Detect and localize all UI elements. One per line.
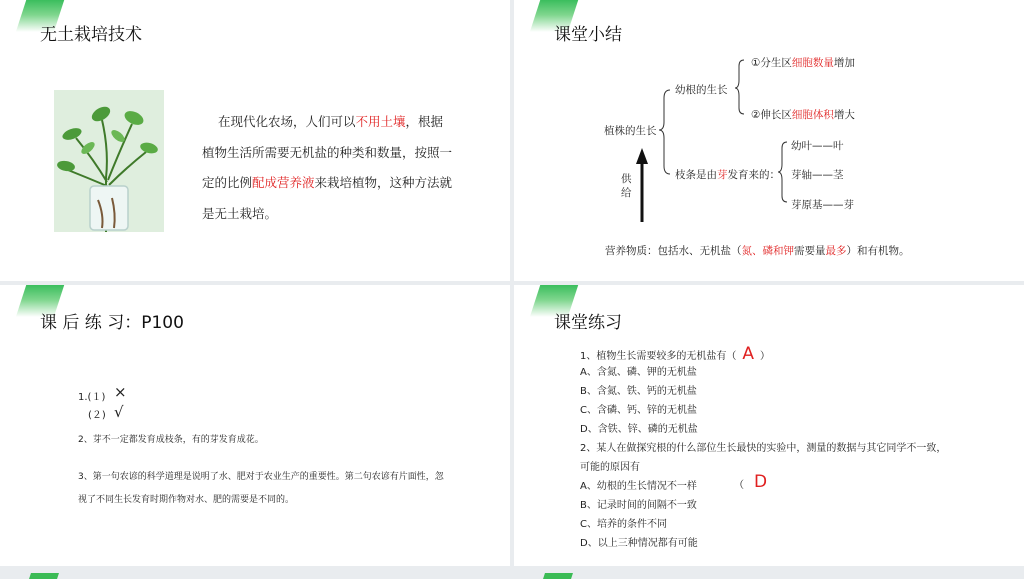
- q2-option-d: D、以上三种情况都有可能: [580, 538, 698, 549]
- paragraph-line-2: 植物生活所需要无机盐的种类和数量，按照一: [202, 145, 453, 160]
- q1-part1-label: 1.(１): [78, 392, 106, 403]
- text-segment: ）和有机物。: [846, 245, 910, 257]
- slide-exercise[interactable]: [514, 285, 1024, 566]
- q2-option-a: A、幼根的生长情况不一样: [580, 481, 697, 492]
- q1-option-a: A、含氮、磷、钾的无机盐: [580, 367, 697, 378]
- highlight-npk: 氮、磷和钾: [741, 245, 794, 257]
- q2-paren: （: [734, 480, 744, 491]
- answer-d: D: [754, 472, 768, 492]
- text-segment: 在现代化农场，人们可以: [218, 114, 356, 129]
- wrong-mark-icon: ×: [114, 383, 127, 401]
- question-text: 1、植物生长需要较多的无机盐有（: [580, 351, 737, 362]
- answer-a: A: [742, 344, 755, 364]
- text-segment: 定的比例: [202, 175, 253, 190]
- slide-hydroponics[interactable]: [0, 0, 510, 281]
- question-2-line-2: 可能的原因有: [580, 462, 640, 473]
- text-segment: 营养物质：包括水、无机盐（: [605, 245, 742, 257]
- question-2-line-1: 2、某人在做探究根的什么部位生长最快的实验中，测量的数据与其它同学不一致，: [580, 443, 947, 454]
- bud-part-stem: 芽轴——茎: [791, 169, 844, 181]
- highlight-no-soil: 不用土壤: [355, 114, 406, 129]
- bud-part-leaf: 幼叶——叶: [791, 140, 844, 152]
- question-text: ）: [760, 351, 771, 362]
- q2-option-b: B、记录时间的间隔不一致: [580, 500, 697, 511]
- text-segment: 增大: [833, 109, 855, 121]
- slide-homework[interactable]: [0, 285, 510, 566]
- q2-option-c: C、培养的条件不同: [580, 519, 667, 530]
- q3-answer-line-2: 视了不同生长发育时期作物对水、肥的需要是不同的。: [78, 495, 295, 505]
- slide-title: 课 后 练 习：P100: [40, 313, 184, 333]
- highlight-most: 最多: [825, 245, 847, 257]
- root-label: 植株的生长: [604, 125, 657, 137]
- paragraph-line-4: 是无土栽培。: [202, 206, 278, 221]
- q1-option-c: C、含磷、钙、锌的无机盐: [580, 405, 697, 416]
- slide-title: 课堂练习: [554, 313, 622, 333]
- summary-brackets: [514, 0, 1024, 281]
- q3-answer-line-1: 3、第一句农谚的科学道理是说明了水、肥对于农业生产的重要性。第二句农谚有片面性，忽: [78, 472, 444, 482]
- next-slide-decoration: [543, 573, 573, 579]
- branch-root-growth: 幼根的生长: [675, 84, 728, 96]
- meristem-zone-text: [751, 55, 855, 70]
- text-segment: 增加: [833, 57, 855, 69]
- text-segment: 枝条是由: [675, 169, 717, 181]
- q1-option-d: D、含铁、锌、磷的无机盐: [580, 424, 698, 435]
- bud-part-bud: 芽原基——芽: [791, 199, 854, 211]
- next-slide-decoration: [29, 573, 59, 579]
- text-segment: ②伸长区: [751, 109, 792, 121]
- highlight-nutrient-solution: 配成营养液: [252, 175, 315, 190]
- q1-option-b: B、含氮、铁、钙的无机盐: [580, 386, 697, 397]
- paragraph-line-3: [202, 173, 452, 191]
- text-segment: 需要量: [794, 245, 826, 257]
- text-segment: 来栽培植物，这种方法就: [314, 175, 453, 190]
- q2-answer: 2、芽不一定都发育成枝条，有的芽发育成花。: [78, 435, 264, 445]
- text-segment: 发育来的：: [727, 169, 780, 181]
- text-segment: ①分生区: [751, 57, 792, 69]
- paragraph-line-1: [218, 112, 443, 130]
- plant-illustration: [54, 90, 164, 232]
- slide-title: 无土栽培技术: [40, 25, 142, 45]
- slide-summary[interactable]: [514, 0, 1024, 281]
- highlight-cell-volume: 细胞体积: [791, 109, 834, 121]
- slide-title: 课堂小结: [554, 25, 622, 45]
- supply-label-2: 给: [621, 187, 632, 199]
- plant-image: [54, 90, 164, 232]
- branch-shoot-development: [675, 167, 780, 182]
- supply-label-1: 供: [621, 173, 632, 185]
- q1-part2-label: (２): [88, 410, 106, 421]
- nutrition-note: [605, 243, 910, 258]
- question-1: [580, 344, 770, 364]
- text-segment: ，根据: [405, 114, 444, 129]
- highlight-bud: 芽: [717, 169, 728, 181]
- check-mark-icon: √: [114, 403, 124, 421]
- elongation-zone-text: [751, 107, 855, 122]
- highlight-cell-count: 细胞数量: [791, 57, 834, 69]
